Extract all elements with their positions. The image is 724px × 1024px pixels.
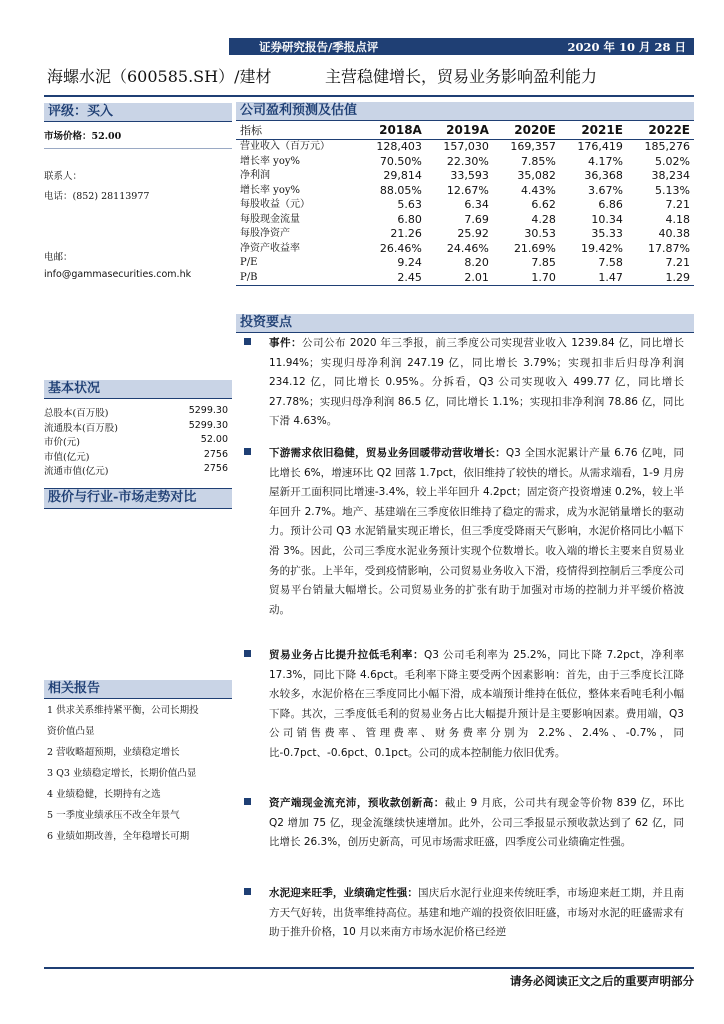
forecast-row <box>236 184 694 199</box>
related-item[interactable]: 4 业绩稳健，长期持有之选 <box>47 789 161 800</box>
forecast-value: 4.28 <box>531 212 556 226</box>
forecast-value: 7.85% <box>520 154 556 168</box>
forecast-row <box>236 256 694 271</box>
forecast-row <box>236 140 694 155</box>
forecast-value: 29,814 <box>383 169 422 182</box>
contact-phone: 电话：(852) 28113977 <box>44 191 150 202</box>
forecast-table <box>236 121 694 286</box>
related-item[interactable]: 3 Q3 业绩稳定增长，长期价值凸显 <box>47 768 197 779</box>
related-item[interactable]: 2 营收略超预期，业绩稳定增长 <box>47 747 180 758</box>
forecast-metric: 每股收益（元） <box>240 199 310 210</box>
basics-title: 基本状况 <box>44 380 232 398</box>
forecast-value: 1.29 <box>627 271 694 286</box>
forecast-value: 7.69 <box>464 212 489 226</box>
forecast-value: 17.87% <box>648 241 690 255</box>
forecast-metric: 增长率 yoy% <box>240 155 300 167</box>
forecast-block <box>236 102 694 286</box>
basics-row: 市值(亿元) 2756 <box>44 448 228 463</box>
forecast-value: 9.24 <box>397 256 422 269</box>
forecast-value: 5.13% <box>655 183 690 197</box>
forecast-metric: 增长率 yoy% <box>240 184 300 196</box>
forecast-value: 7.21 <box>665 256 690 269</box>
forecast-metric: P/E <box>240 257 258 268</box>
forecast-value: 1.70 <box>493 271 560 286</box>
contact-label: 联系人： <box>44 171 83 182</box>
forecast-row <box>236 227 694 242</box>
forecast-value: 6.86 <box>598 198 623 211</box>
related-item[interactable]: 资价值凸显 <box>47 726 95 737</box>
forecast-row <box>236 213 694 228</box>
company-title: 海螺水泥（600585.SH）/建材 <box>47 67 272 86</box>
invest-point: 资产端现金流充沛，预收款创新高：截止 9 月底，公司共有现金等价物 839 亿，环比 Q2 增加 75 亿，现金流继续快速增加。此外，公司三季报显示预收款达到了 62 亿，同比增长 26.3%，创历史新高，可见市场需求旺盛，四季度公司业绩确定性强。 <box>244 794 684 853</box>
forecast-value: 35,082 <box>517 169 556 182</box>
invest-point: 水泥迎来旺季，业绩确定性强：国庆后水泥行业迎来传统旺季，市场迎来赶工期，并且南方天气好转，出货率维持高位。基建和地产端的投资依旧旺盛，市场对水泥的旺盛需求有助于推升价格，10 月以来南方市场水泥价格已经逆 <box>244 884 684 962</box>
forecast-value: 21.26 <box>390 227 422 240</box>
forecast-value: 7.21 <box>665 198 690 211</box>
bullet-icon <box>244 798 251 805</box>
forecast-value: 2.01 <box>426 271 493 286</box>
report-date: 2020 年 10 月 28 日 <box>567 40 686 54</box>
basics-table <box>44 405 232 478</box>
forecast-value: 6.80 <box>397 212 422 226</box>
basics-block <box>44 380 232 478</box>
rating-block <box>44 103 232 149</box>
invest-title: 投资要点 <box>236 314 694 332</box>
forecast-value: 22.30% <box>446 154 489 168</box>
footer-rule <box>44 967 694 969</box>
forecast-value: 8.20 <box>464 256 489 269</box>
forecast-row <box>236 169 694 184</box>
forecast-value: 4.17% <box>587 154 623 168</box>
forecast-value: 12.67% <box>446 183 489 197</box>
bullet-icon <box>244 650 251 657</box>
forecast-value: 169,357 <box>510 140 556 153</box>
forecast-metric: 每股现金流量 <box>240 213 300 225</box>
email-label: 电邮： <box>44 252 73 263</box>
forecast-value: 185,276 <box>644 140 690 153</box>
forecast-value: 6.62 <box>531 198 556 211</box>
forecast-value: 1.47 <box>560 271 627 286</box>
forecast-row <box>236 198 694 213</box>
header-rule <box>44 95 694 97</box>
invest-point: 下游需求依旧稳健，贸易业务回暖带动营收增长：Q3 全国水泥累计产量 6.76 亿吨，同比增长 6%，增速环比 Q2 回落 1.7pct，依旧维持了较快的增长。从需求端看，1-9 月房屋新开工面积同比增速-3.4%，较上半年回升 4.2pct；固定资产投资增速 0.2%，较上半年回升 2.7%。地产、基建端在三季度依旧维持了稳定的需求，成为水泥销量增长的驱动力。预计公司 Q3 水泥销量实现正增长，但三季度受降雨天气影响，水泥价格同比小幅下滑 3%。因此，公司三季度水泥业务预计实现个位数增长。收入端的增长主要来自贸易业务的扩张。上半年，受到疫情影响，公司贸易业务收入下滑，疫情得到控制后三季度公司贸易平台销量大幅增长。公司贸易业务的扩张有助于加强对市场的控制力并平缓价格波动。 <box>244 444 684 620</box>
basics-row: 流通市值(亿元) 2756 <box>44 463 228 477</box>
forecast-row <box>236 242 694 257</box>
forecast-value: 19.42% <box>580 241 623 255</box>
forecast-metric: 每股净资产 <box>240 228 290 239</box>
contact-email[interactable]: info@gammasecurities.com.hk <box>44 269 192 280</box>
basics-row: 市价(元) 52.00 <box>44 434 228 448</box>
related-title: 相关报告 <box>44 680 232 698</box>
forecast-value: 5.63 <box>397 198 422 211</box>
forecast-value: 88.05% <box>379 183 422 197</box>
footer-disclaimer: 请务必阅读正文之后的重要声明部分 <box>510 974 694 988</box>
forecast-value: 24.46% <box>446 241 489 255</box>
forecast-value: 33,593 <box>450 169 489 182</box>
forecast-value: 25.92 <box>457 227 489 240</box>
related-item[interactable]: 1 供求关系维持紧平衡，公司长期投 <box>47 705 199 716</box>
forecast-value: 4.43% <box>520 183 556 197</box>
trend-chart-area <box>44 507 232 667</box>
forecast-value: 4.18 <box>665 212 690 226</box>
bullet-icon <box>244 448 251 455</box>
related-item[interactable]: 5 一季度业绩承压不改全年景气 <box>47 810 180 821</box>
related-item[interactable]: 6 业绩如期改善，全年稳增长可期 <box>47 831 190 842</box>
forecast-value: 40.38 <box>658 227 690 240</box>
invest-block <box>236 314 694 333</box>
forecast-row <box>236 155 694 170</box>
header-bar <box>229 38 694 55</box>
forecast-value: 3.67% <box>587 183 623 197</box>
forecast-value: 7.85 <box>531 256 556 269</box>
basics-row: 流通股本(百万股) 5299.30 <box>44 419 228 434</box>
forecast-row <box>236 271 694 286</box>
forecast-value: 36,368 <box>584 169 623 182</box>
market-price: 市场价格：52.00 <box>44 131 122 142</box>
rating-label: 评级：买入 <box>44 103 232 121</box>
forecast-title: 公司盈利预测及估值 <box>236 102 694 120</box>
report-headline: 主营稳健增长，贸易业务影响盈利能力 <box>325 67 598 86</box>
report-type: 证券研究报告/季报点评 <box>259 40 379 54</box>
basics-row: 总股本(百万股) 5299.30 <box>44 405 228 419</box>
forecast-value: 2.45 <box>359 271 426 286</box>
forecast-value: 21.69% <box>513 241 556 255</box>
forecast-value: 5.02% <box>655 154 690 168</box>
forecast-value: 35.33 <box>591 227 623 240</box>
forecast-metric: 营业收入（百万元） <box>240 141 330 152</box>
forecast-value: 7.58 <box>598 256 623 269</box>
forecast-metric: 净利润 <box>240 170 270 181</box>
forecast-value: 70.50% <box>379 154 422 168</box>
forecast-value: 176,419 <box>577 140 623 153</box>
forecast-value: 38,234 <box>651 169 690 182</box>
forecast-metric: P/B <box>236 271 359 286</box>
invest-point: 事件：公司公布 2020 年三季报，前三季度公司实现营业收入 1239.84 亿，同比增长 11.94%；实现归母净利润 247.19 亿，同比增长 3.79%；实现扣非后归母净利润 234.12 亿，同比增长 0.95%。分拆看，Q3 公司实现收入 499.77 亿，同比增长 27.78%；实现归母净利润 86.5 亿，同比增长 1.1%；实现扣非净利润 78.86 亿，同比下滑 4.63%。 <box>244 334 684 432</box>
trend-title: 股价与行业-市场走势对比 <box>44 489 232 508</box>
forecast-value: 6.34 <box>464 198 489 211</box>
forecast-metric: 净资产收益率 <box>240 242 300 254</box>
forecast-header-row: 指标 2018A 2019A 2020E 2021E 2022E <box>236 121 694 140</box>
forecast-value: 157,030 <box>443 140 489 153</box>
forecast-value: 30.53 <box>524 227 556 240</box>
trend-block <box>44 488 232 509</box>
invest-point: 贸易业务占比提升拉低毛利率：Q3 公司毛利率为 25.2%，同比下降 7.2pct，净利率 17.3%，同比下降 4.6pct。毛利率下降主要受两个因素影响：首先，由于三季度长江降水较多，水泥价格在三季度同比小幅下滑，成本端预计维持在低位，整体来看吨毛利小幅下降。其次，三季度低毛利的贸易业务占比大幅提升预计是主要影响因素。费用端，Q3 公司销售费率、管理费率、财务费率分别为 2.2%、2.4%、-0.7%，同比-0.7pct、-0.6pct、0.1pct。公司的成本控制能力依旧优秀。 <box>244 646 684 764</box>
bullet-icon <box>244 888 251 895</box>
forecast-value: 10.34 <box>591 212 623 226</box>
forecast-value: 26.46% <box>379 241 422 255</box>
contact-block <box>44 168 232 280</box>
forecast-value: 128,403 <box>376 140 422 153</box>
related-block <box>44 680 232 847</box>
bullet-icon <box>244 338 251 345</box>
